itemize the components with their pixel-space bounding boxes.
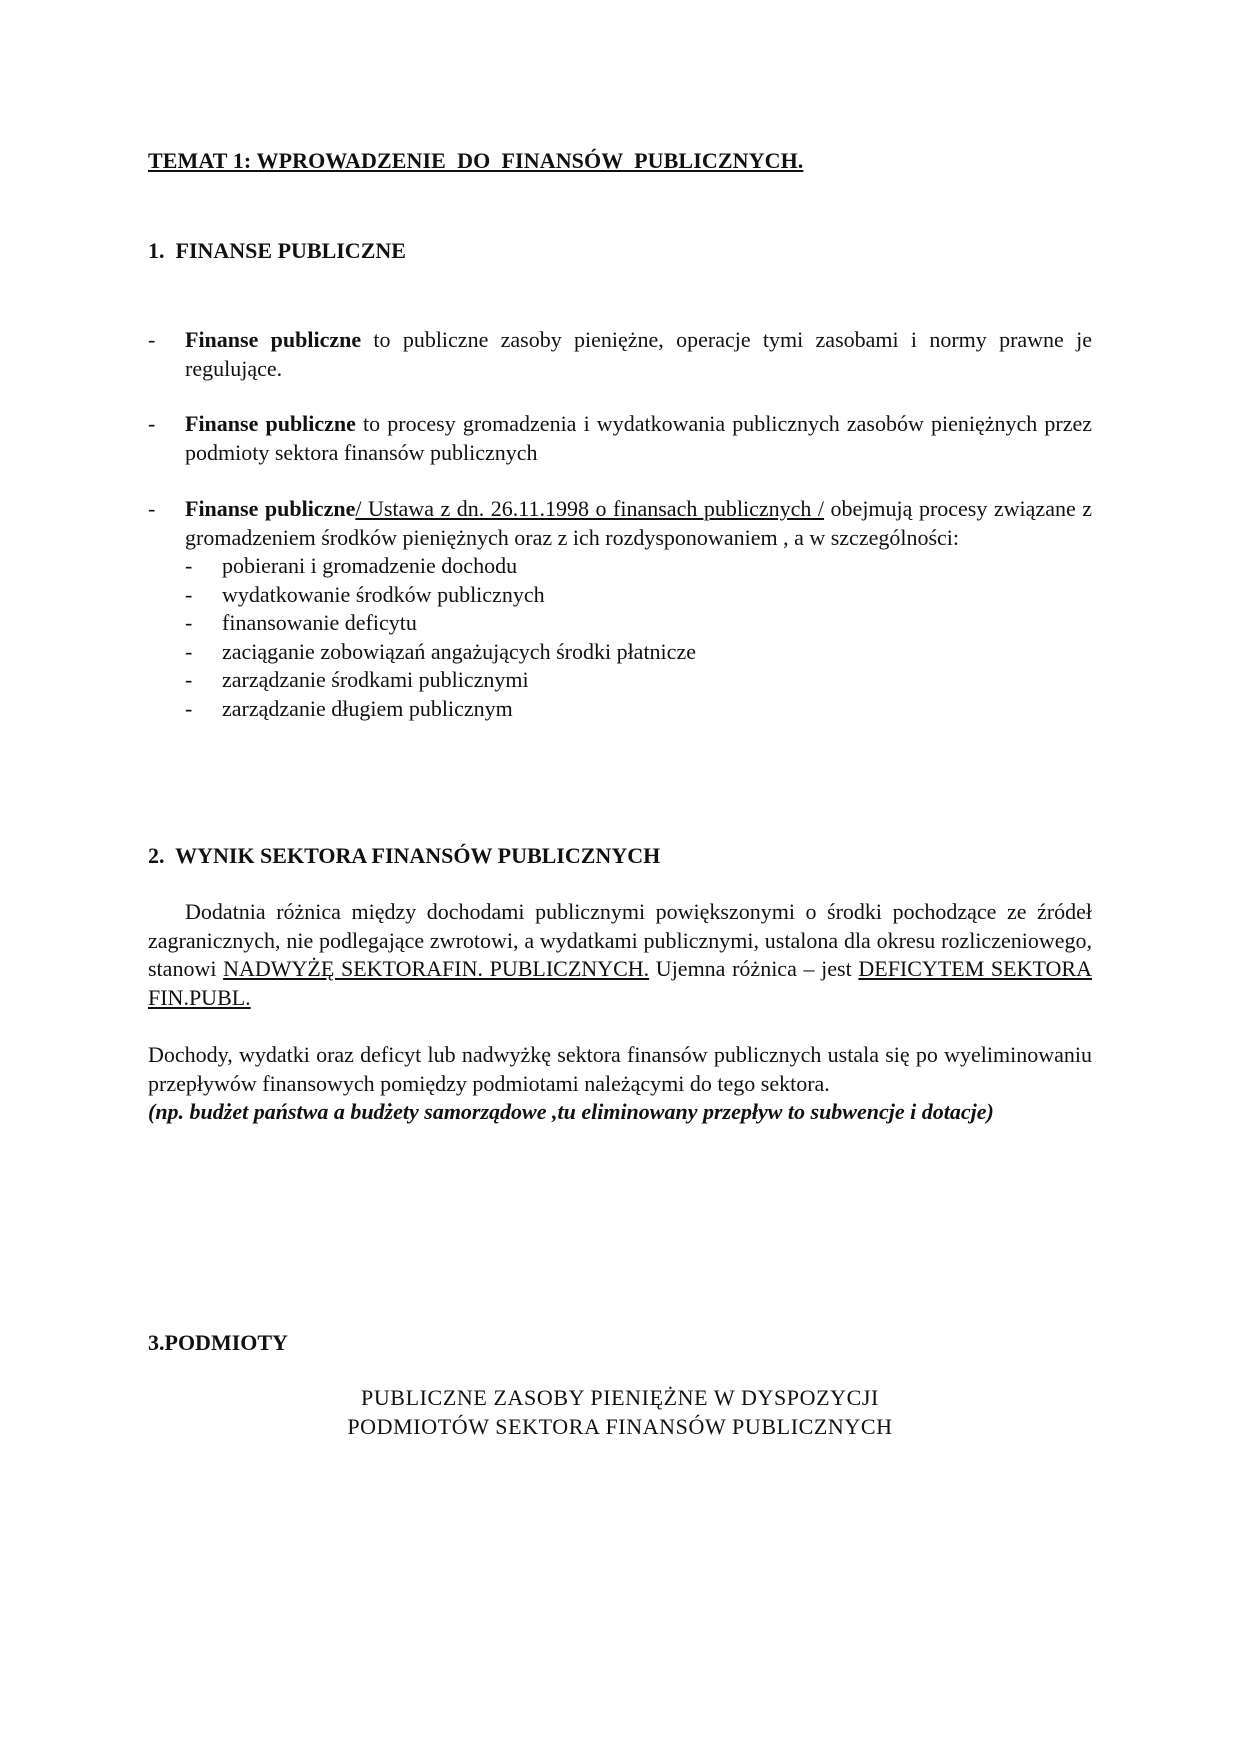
list-item [185,581,1092,610]
paragraph-text: Dodatnia różnica między dochodami publicznymi powiększonymi o środki pochodzące ze źródeł zagranicznych, nie podlegające zwrotowi, a wydatkami publicznymi, ustalona dla okresu rozliczeniowego, stanowi [148,899,1092,981]
paragraph-text: Ujemna różnica – jest [649,956,859,981]
dash-bullet: - [185,695,193,721]
definition-term: Finanse publiczne [185,411,356,436]
definition-text [185,326,1092,383]
section-1-heading: 1. FINANSE PUBLICZNE [148,238,406,263]
law-reference: / Ustawa z dn. 26.11.1998 o finansach publicznych / [355,496,825,521]
list-item-text: finansowanie deficytu [222,610,417,635]
document-title: TEMAT 1: WPROWADZENIE DO FINANSÓW PUBLICZNYCH. [148,148,804,173]
list-item-text: pobierani i gromadzenie dochodu [222,553,518,578]
list-item-text: zarządzanie długiem publicznym [222,695,513,721]
centered-caption [148,1384,1092,1441]
list-item-text: wydatkowanie środków publicznych [222,581,545,607]
caption-line: PODMIOTÓW SEKTORA FINANSÓW PUBLICZNYCH [347,1413,893,1439]
elimination-paragraph [148,1041,1092,1127]
dash-bullet: - [185,638,193,664]
dash-bullet: - [185,581,193,607]
definition-term: Finanse publiczne [185,496,356,521]
list-item-text: zaciąganie zobowiązań angażujących środki płatnicze [222,638,696,664]
list-item-text: zarządzanie środkami publicznymi [222,667,529,692]
definition-item-3 [148,495,1092,723]
list-item [185,666,1092,695]
list-item [185,695,1092,724]
deficit-term: DEFICYTEM SEKTORA FIN.PUBL. [148,956,1092,1010]
dash-bullet: - [185,667,193,692]
caption-line: PUBLICZNE ZASOBY PIENIĘŻNE W DYSPOZYCJI [360,1385,879,1410]
list-item [185,638,1092,667]
definition-body: to procesy gromadzenia i wydatkowania publicznych zasobów pieniężnych przez podmioty sektora finansów publicznych [185,411,1092,465]
dash-bullet: - [148,496,156,521]
definition-body: to publiczne zasoby pieniężne, operacje tymi zasobami i normy prawne je regulujące. [185,327,1092,381]
dash-bullet: - [148,411,156,436]
example-note: (np. budżet państwa a budżety samorządowe ,tu eliminowany przepływ to subwencje i dotacje) [148,1099,994,1124]
section-3-heading: 3.PODMIOTY [148,1330,288,1355]
dash-bullet: - [185,610,193,635]
surplus-deficit-paragraph [148,898,1092,1012]
definition-text [185,495,1092,552]
definition-term: Finanse publiczne [185,327,362,352]
definition-body: obejmują procesy związane z gromadzeniem środków pieniężnych oraz z ich rozdysponowaniem , a w szczególności: [185,496,1093,550]
definition-text [185,410,1092,467]
paragraph-text: Dochody, wydatki oraz deficyt lub nadwyżkę sektora finansów publicznych ustala się po wyeliminowaniu przepływów finansowych pomiędzy podmiotami należącymi do tego sektora. [148,1042,1092,1096]
dash-bullet: - [148,327,156,352]
list-item [185,552,1092,581]
surplus-term: NADWYŻĘ SEKTORAFIN. PUBLICZNYCH. [223,956,650,981]
definition-item-1 [148,326,1092,383]
dash-bullet: - [185,553,193,578]
list-item [185,609,1092,638]
activity-list [185,552,1092,723]
definition-item-2 [148,410,1092,467]
section-2-heading: 2. WYNIK SEKTORA FINANSÓW PUBLICZNYCH [148,843,661,868]
